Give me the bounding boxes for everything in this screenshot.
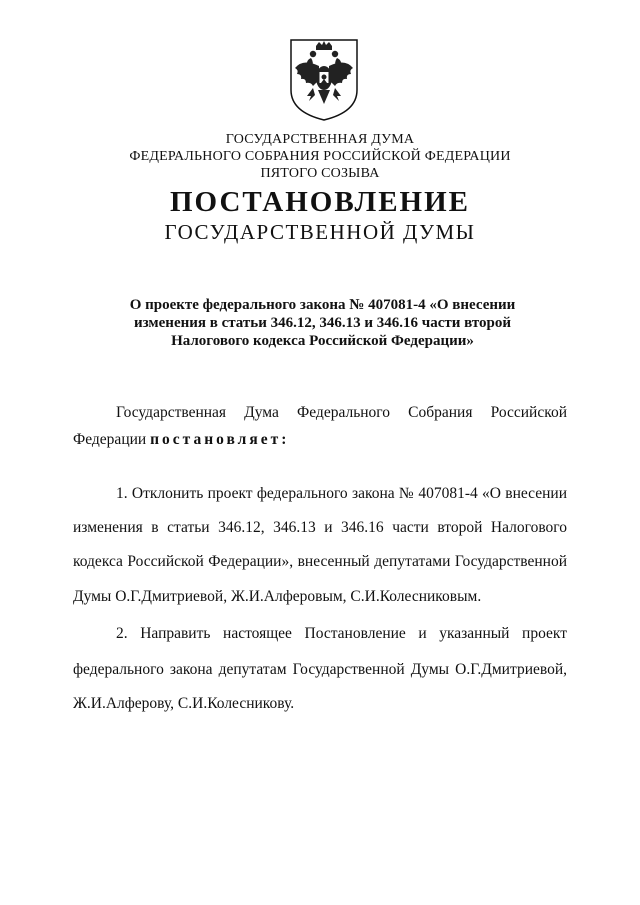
document-subject xyxy=(100,296,545,350)
subject-line: О проекте федерального закона № 407081-4 «О внесении xyxy=(129,297,516,313)
subject-line: изменения в статьи 346.12, 346.13 и 346.16 части второй xyxy=(133,315,512,331)
item-1-line: кодекса Российской Федерации», внесенный депутатами Государственной xyxy=(73,553,567,570)
organization-name: ГОСУДАРСТВЕННАЯ ДУМА xyxy=(225,132,415,147)
subject-line: Налогового кодекса Российской Федерации» xyxy=(171,333,474,349)
resolves-word: постановляет: xyxy=(150,431,290,448)
coat-of-arms-emblem xyxy=(289,38,359,122)
preamble-line: Государственная Дума Федерального Собрания Российской xyxy=(116,404,567,421)
item-2-line: Ж.И.Алферову, С.И.Колесникову. xyxy=(73,695,295,712)
document-title: ПОСТАНОВЛЕНИЕ xyxy=(169,186,470,218)
item-2-line: 2. Направить настоящее Постановление и указанный проект xyxy=(116,625,567,642)
item-1-line: 1. Отклонить проект федерального закона № 407081-4 «О внесении xyxy=(116,485,567,502)
item-2-line: федерального закона депутатам Государственной Думы О.Г.Дмитриевой, xyxy=(73,661,567,678)
item-1-line: Думы О.Г.Дмитриевой, Ж.И.Алферовым, С.И.Колесниковым. xyxy=(73,588,482,605)
document-subtitle: ГОСУДАРСТВЕННОЙ ДУМЫ xyxy=(164,220,476,244)
organization-full-name: ФЕДЕРАЛЬНОГО СОБРАНИЯ РОССИЙСКОЙ ФЕДЕРАЦИИ xyxy=(129,149,511,164)
item-1-line: изменения в статьи 346.12, 346.13 и 346.16 части второй Налогового xyxy=(73,519,567,536)
convocation: ПЯТОГО СОЗЫВА xyxy=(260,166,380,181)
preamble-line xyxy=(73,431,567,449)
preamble-text: Федерации xyxy=(73,431,151,448)
